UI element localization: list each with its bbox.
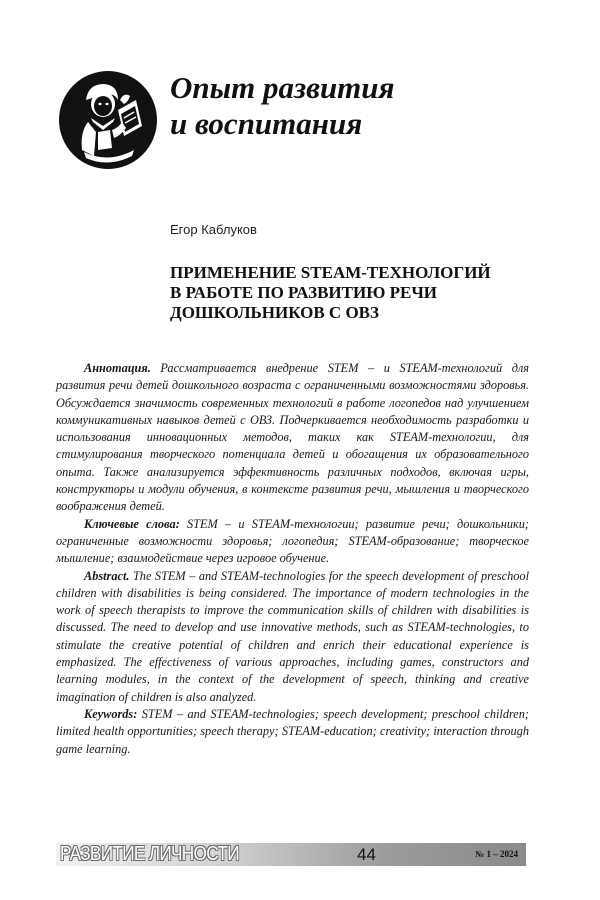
page-number: 44 — [357, 845, 376, 864]
child-reading-silhouette-icon — [58, 70, 158, 170]
article-title-line: В РАБОТЕ ПО РАЗВИТИЮ РЕЧИ — [170, 283, 438, 302]
keywords-ru-label: Ключевые слова: — [84, 516, 180, 531]
journal-name: РАЗВИТИЕ ЛИЧНОСТИ — [60, 843, 239, 865]
keywords-en-label: Keywords: — [84, 706, 138, 721]
section-title — [170, 70, 395, 142]
keywords-en-paragraph — [56, 706, 529, 758]
section-title-line: Опыт развития — [170, 70, 395, 105]
annotation-paragraph — [56, 360, 529, 516]
keywords-en-text: STEM – and STEAM-technologies; speech development; preschool children; limited health opportunities; speech therapy; STEAM-education; creativity; interaction through game learning. — [56, 706, 529, 756]
article-body — [56, 360, 529, 758]
abstract-label: Abstract. — [84, 568, 130, 583]
abstract-text: The STEM – and STEAM-technologies for the speech development of preschool children with disabilities is being considered. The importance of modern technologies in the work of speech therapists to improve the communication skills of children with disabilities is discussed. The need to develop and use innovative methods, such as STEAM-technologies, to stimulate the creative potential of children and enrich their educational experience is emphasized. The effectiveness of various approaches, including games, constructors and learning modules, in the context of the development of speech, thinking and creative imagination of children is also analyzed. — [56, 568, 529, 704]
abstract-paragraph — [56, 568, 529, 706]
keywords-ru-text: STEM – и STEAM-технологии; развитие речи; дошкольники; ограниченные возможности здоровья; логопедия; STEAM-образование; творческое мышление; взаимодействие через игровое обучение. — [56, 516, 529, 566]
annotation-text: Рассматривается внедрение STEM – и STEAM-технологий для развития речи детей дошкольного возраста с ограниченными возможностями здоровья. Обсуждается значимость современных технологий в работе логопедов над улучшением коммуникативных навыков детей с ОВЗ. Подчеркивается необходимость разработки и использования инновационных методов, таких как STEAM-технологии, для стимулирования творческого потенциала детей и обогащения их образовательного опыта. Также анализируется эффективность различных подходов, включая игры, конструкторы и модули обучения, в контексте развития речи, мышления и творческого воображения детей. — [56, 361, 529, 514]
issue-number: № 1 – 2024 — [475, 849, 518, 859]
keywords-ru-paragraph — [56, 516, 529, 568]
article-title — [170, 263, 550, 323]
page-footer — [56, 843, 526, 866]
article-title-line: ПРИМЕНЕНИЕ STEAM-ТЕХНОЛОГИЙ — [170, 263, 491, 282]
article-title-line: ДОШКОЛЬНИКОВ С ОВЗ — [170, 303, 379, 322]
author-name: Егор Каблуков — [170, 222, 257, 237]
annotation-label: Аннотация. — [84, 361, 151, 375]
section-title-line: и воспитания — [170, 106, 363, 141]
